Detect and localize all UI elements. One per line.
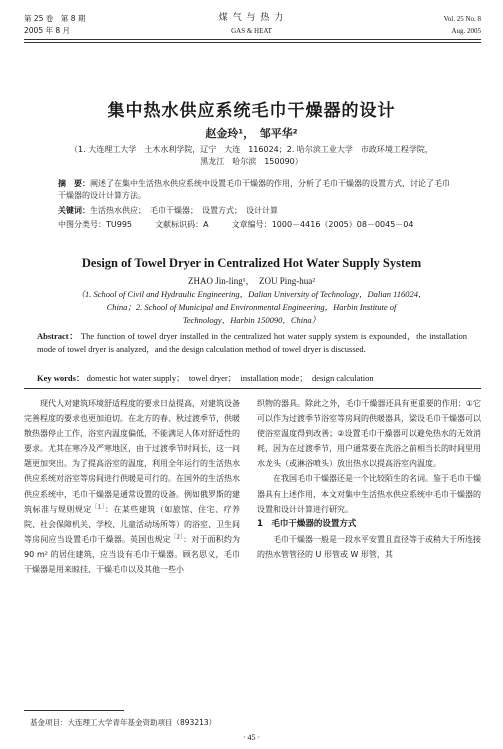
doc-code-value: A	[203, 220, 209, 229]
article-number-value: 1000－4416（2005）08－0045－04	[271, 220, 414, 229]
affiliation-en-line: China；2. School of Municipal and Environmental Engineering，Harbin Institute of	[106, 302, 397, 312]
doc-code-label: 文献标识码：	[155, 220, 204, 229]
page-number: · 45 ·	[242, 733, 261, 742]
header-journal-title: 煤 气 与 热 力	[218, 13, 285, 23]
header-date-en: Aug. 2005	[451, 27, 481, 35]
footnote-rule	[24, 710, 124, 711]
footnote-funding: 基金项目：大连理工大学青年基金资助项目（893213）	[30, 718, 217, 727]
body-paragraph: 毛巾干燥器一般是一段水平安置且直径等于或稍大于所连接的热水管管径的 U 形管或 W 形管，其	[257, 534, 481, 559]
body-paragraph: 织物的器具。除此之外，毛巾干燥器还具有更重要的作用：①它可以作为过渡季节浴室等房间的供暖器具，梁设毛巾干燥器可以使浴室温度得到改善；②设置毛巾干燥器可以避免热水的无效消耗，因为在过渡季节，用户通常要在洗浴之前相当长的时间里用水龙头（或淋浴喷头）放出热水以提高浴室内温度。	[257, 399, 481, 469]
clc-value: TU995	[106, 220, 133, 229]
body-column-right	[257, 396, 481, 562]
citation-ref: ［2］	[170, 534, 184, 541]
abstract-zh	[58, 178, 450, 202]
abstract-zh-label: 摘 要：	[58, 179, 90, 188]
affiliations-en	[30, 288, 473, 327]
abstract-divider	[24, 388, 481, 389]
header-journal-en: GAS & HEAT	[231, 27, 272, 35]
header-rule-top	[24, 39, 481, 40]
affiliation-zh-line: （1. 大连理工大学 土木水利学院，辽宁 大连 116024；2. 哈尔滨工业大学 市政环境工程学院，	[70, 145, 433, 154]
keywords-zh	[58, 205, 278, 217]
body-column-left	[24, 396, 240, 577]
paper-title-en: Design of Towel Dryer in Centralized Hot Water Supply System	[81, 256, 422, 270]
body-paragraph: 在我国毛巾干燥器还是一个比较陌生的名词。鉴于毛巾干燥器具有上述作用，本文对集中生活热水供应系统中毛巾干燥器的设置和设计计算进行研究。	[257, 474, 481, 514]
affiliation-zh-line: 黑龙江 哈尔滨 150090）	[200, 157, 303, 166]
paper-title-zh: 集中热水供应系统毛巾干燥器的设计	[107, 101, 396, 121]
citation-ref: ［1］	[91, 504, 105, 510]
keywords-en-text: domestic hot water supply； towel dryer； installation mode； design calculation	[86, 373, 374, 383]
header-date: 2005 年 8 月	[24, 26, 71, 35]
abstract-en	[37, 330, 467, 356]
clc-label: 中图分类号：	[58, 220, 106, 229]
abstract-en-text: The function of towel dryer installed in the centralized hot water supply system is expounded，the installation mode of towel dryer is analyzed，and the design calculation method of towel dryer is discussed.	[37, 331, 468, 354]
classification-line	[58, 219, 413, 231]
header-volume-en: Vol. 25 No. 8	[443, 15, 481, 23]
header-rule-bottom	[24, 42, 481, 43]
authors-en: ZHAO Jin-ling¹， ZOU Ping-hua²	[188, 276, 315, 286]
keywords-zh-text: 生活热水供应； 毛巾干燥器； 设置方式； 设计计算	[90, 206, 278, 215]
keywords-zh-label: 关键词：	[58, 206, 90, 215]
header-volume: 第 25 卷 第 8 期	[24, 14, 86, 23]
body-paragraph: 现代人对建筑环境舒适程度的要求日益提高，对建筑设备完善程度的要求也更加迫切。在北方的春、秋过渡季节，供暖散热器停止工作，浴室内温度偏低，不能满足人体对舒适性的要求。尤其在寒冷及严寒地区，由于过渡季节时间长，这一问题更加突出。为了提高浴室的温度，利用全年运行的生活热水供应系统对浴室等房间进行供暖是可行的。在国外的生活热水供应系统中，毛巾干燥器是通常设置的设备。例如俄罗斯的建筑标准与规则规定$^{[1]}$：在某些建筑（如旅馆、住宅、疗养院、社会保障机关、学校、儿童活动场所等）的浴室、卫生间等房间应当设置毛巾干燥器。英国也规定$^{[2]}$：对于面积约为 90 m² 的居住建筑，应当设有毛巾干燥器。顾名思义，毛巾干燥器是用来晾挂、干燥毛巾以及其他一些小	[24, 399, 241, 575]
abstract-en-label: Abstract：	[37, 331, 79, 341]
authors-zh: 赵金玲¹， 邹平华²	[205, 127, 298, 140]
affiliation-en-line: （1. School of Civil and Hydraulic Engineering，Dalian University of Technology，Dalian 116024，	[76, 289, 427, 299]
article-number-label: 文章编号：	[231, 220, 272, 229]
affiliations-zh	[30, 144, 473, 168]
keywords-en-label: Key words：	[37, 373, 85, 383]
affiliation-en-line: Technology，Harbin 150090，China）	[182, 315, 321, 325]
section-heading: 1 毛巾干燥器的设置方式	[257, 518, 357, 529]
abstract-zh-text: 阐述了在集中生活热水供应系统中设置毛巾干燥器的作用，分析了毛巾干燥器的设置方式，讨论了毛巾干燥器的设计计算方法。	[58, 179, 450, 200]
keywords-en	[37, 372, 467, 384]
